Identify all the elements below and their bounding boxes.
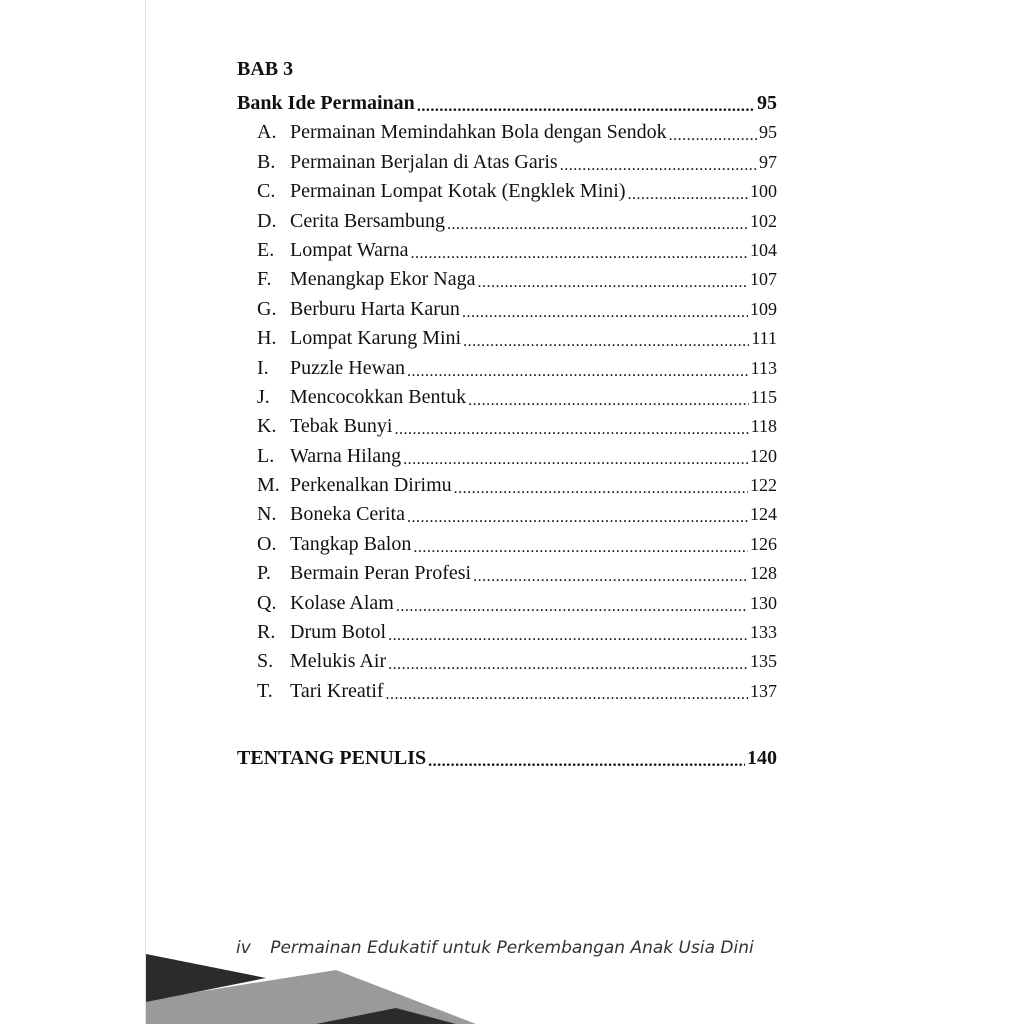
toc-item-letter: S. bbox=[257, 650, 274, 673]
dot-leader bbox=[417, 98, 755, 116]
dot-leader bbox=[411, 245, 748, 263]
dot-leader bbox=[407, 509, 748, 527]
dot-leader bbox=[396, 598, 748, 616]
toc-item-title: Tebak Bunyi bbox=[290, 415, 393, 438]
toc-item-page: 135 bbox=[750, 651, 777, 672]
footer-page-number: iv bbox=[236, 938, 251, 958]
toc-item bbox=[237, 410, 777, 439]
toc-item bbox=[237, 204, 777, 233]
toc-item bbox=[237, 469, 777, 498]
footer-book-title: Permainan Edukatif untuk Perkembangan Anak Usia Dini bbox=[270, 938, 754, 958]
toc-item-title: Kolase Alam bbox=[290, 591, 394, 614]
toc-item bbox=[237, 292, 777, 321]
toc-item-title: Menangkap Ekor Naga bbox=[290, 268, 476, 291]
toc-item bbox=[237, 145, 777, 174]
dot-leader bbox=[394, 421, 748, 439]
toc-item-page: 120 bbox=[750, 445, 777, 466]
toc-item-letter: K. bbox=[257, 415, 277, 438]
toc-item bbox=[237, 381, 777, 410]
footer-decoration bbox=[146, 950, 880, 1024]
toc-item-title: Cerita Bersambung bbox=[290, 209, 445, 232]
toc-item-page: 107 bbox=[750, 269, 777, 290]
dot-leader bbox=[388, 656, 748, 674]
toc-item-title: Lompat Warna bbox=[290, 238, 409, 261]
dot-leader bbox=[403, 451, 748, 469]
right-background bbox=[880, 0, 1024, 1024]
toc-item bbox=[237, 439, 777, 468]
toc-item-page: 102 bbox=[750, 210, 777, 231]
toc-item-page: 118 bbox=[750, 416, 777, 437]
toc-item-page: 111 bbox=[751, 328, 777, 349]
toc-item-letter: O. bbox=[257, 532, 277, 555]
toc-item-title: Melukis Air bbox=[290, 650, 387, 673]
dot-leader bbox=[627, 186, 748, 204]
chapter-title-page: 95 bbox=[757, 92, 777, 114]
toc-item-page: 113 bbox=[750, 357, 777, 378]
toc-item bbox=[237, 557, 777, 586]
about-author-row bbox=[237, 742, 777, 771]
toc-item-letter: M. bbox=[257, 474, 280, 497]
toc-item-page: 100 bbox=[750, 181, 777, 202]
dot-leader bbox=[669, 127, 757, 145]
toc-item bbox=[237, 116, 777, 145]
toc-item-page: 137 bbox=[750, 680, 777, 701]
toc-item-letter: A. bbox=[257, 121, 277, 144]
toc-item bbox=[237, 527, 777, 556]
chapter-label: BAB 3 bbox=[237, 58, 294, 80]
toc-item bbox=[237, 263, 777, 292]
toc-item bbox=[237, 674, 777, 703]
toc-item-letter: F. bbox=[257, 268, 272, 291]
toc-item bbox=[237, 175, 777, 204]
dot-leader bbox=[407, 363, 749, 381]
toc-item-letter: G. bbox=[257, 297, 277, 320]
toc-item-title: Berburu Harta Karun bbox=[290, 297, 460, 320]
toc-item bbox=[237, 234, 777, 263]
toc-item-title: Perkenalkan Dirimu bbox=[290, 474, 452, 497]
dot-leader bbox=[468, 392, 749, 410]
chapter-title: Bank Ide Permainan bbox=[237, 92, 415, 114]
toc-item-letter: H. bbox=[257, 327, 277, 350]
toc-item-title: Puzzle Hewan bbox=[290, 356, 405, 379]
toc-item-title: Lompat Karung Mini bbox=[290, 327, 462, 350]
toc-item-page: 115 bbox=[750, 386, 777, 407]
toc-item-page: 109 bbox=[750, 298, 777, 319]
dot-leader bbox=[478, 274, 749, 292]
chapter-title-row bbox=[237, 86, 777, 116]
dot-leader bbox=[560, 157, 757, 175]
dot-leader bbox=[473, 568, 748, 586]
dot-leader bbox=[388, 627, 748, 645]
toc-item-title: Mencocokkan Bentuk bbox=[290, 385, 467, 408]
toc-item-page: 124 bbox=[750, 504, 777, 525]
toc-item-letter: C. bbox=[257, 180, 276, 203]
toc-item-page: 104 bbox=[750, 239, 777, 260]
toc-item-page: 128 bbox=[750, 563, 777, 584]
toc-item bbox=[237, 645, 777, 674]
toc-item-letter: T. bbox=[257, 679, 273, 702]
dot-leader bbox=[454, 480, 748, 498]
toc-item-title: Tangkap Balon bbox=[290, 532, 412, 555]
toc-item-letter: D. bbox=[257, 209, 277, 232]
toc-item-title: Permainan Memindahkan Bola dengan Sendok bbox=[290, 121, 667, 144]
toc-item-letter: R. bbox=[257, 621, 276, 644]
about-author-page: 140 bbox=[747, 747, 777, 770]
toc-items bbox=[237, 116, 777, 704]
toc-item bbox=[237, 322, 777, 351]
about-author-title: TENTANG PENULIS bbox=[237, 747, 427, 770]
dot-leader bbox=[463, 333, 749, 351]
toc-item-title: Bermain Peran Profesi bbox=[290, 562, 472, 585]
toc-item bbox=[237, 586, 777, 615]
toc-item-title: Boneka Cerita bbox=[290, 503, 405, 526]
dot-leader bbox=[413, 539, 748, 557]
toc-item-title: Warna Hilang bbox=[290, 444, 402, 467]
toc-item-page: 122 bbox=[750, 475, 777, 496]
toc-item-page: 95 bbox=[759, 122, 777, 143]
left-background bbox=[0, 0, 146, 1024]
toc-item-letter: B. bbox=[257, 150, 276, 173]
toc-item bbox=[237, 616, 777, 645]
toc-item-page: 130 bbox=[750, 592, 777, 613]
toc-item-letter: L. bbox=[257, 444, 275, 467]
toc-item-title: Permainan Berjalan di Atas Garis bbox=[290, 150, 558, 173]
toc-item-letter: P. bbox=[257, 562, 271, 585]
toc-item bbox=[237, 498, 777, 527]
dot-leader bbox=[386, 686, 748, 704]
toc-item-page: 126 bbox=[750, 533, 777, 554]
dot-leader bbox=[447, 216, 748, 234]
toc-item-letter: J. bbox=[257, 385, 270, 408]
dot-leader bbox=[428, 753, 745, 771]
toc-item-title: Permainan Lompat Kotak (Engklek Mini) bbox=[290, 180, 626, 203]
dot-leader bbox=[462, 304, 748, 322]
toc-item-title: Drum Botol bbox=[290, 621, 387, 644]
toc-item-title: Tari Kreatif bbox=[290, 679, 384, 702]
table-of-contents bbox=[237, 58, 777, 704]
toc-item-letter: I. bbox=[257, 356, 269, 379]
toc-item-letter: E. bbox=[257, 238, 275, 261]
toc-item-page: 133 bbox=[750, 622, 777, 643]
toc-item bbox=[237, 351, 777, 380]
toc-item-letter: N. bbox=[257, 503, 277, 526]
toc-item-page: 97 bbox=[759, 151, 777, 172]
toc-item-letter: Q. bbox=[257, 591, 277, 614]
